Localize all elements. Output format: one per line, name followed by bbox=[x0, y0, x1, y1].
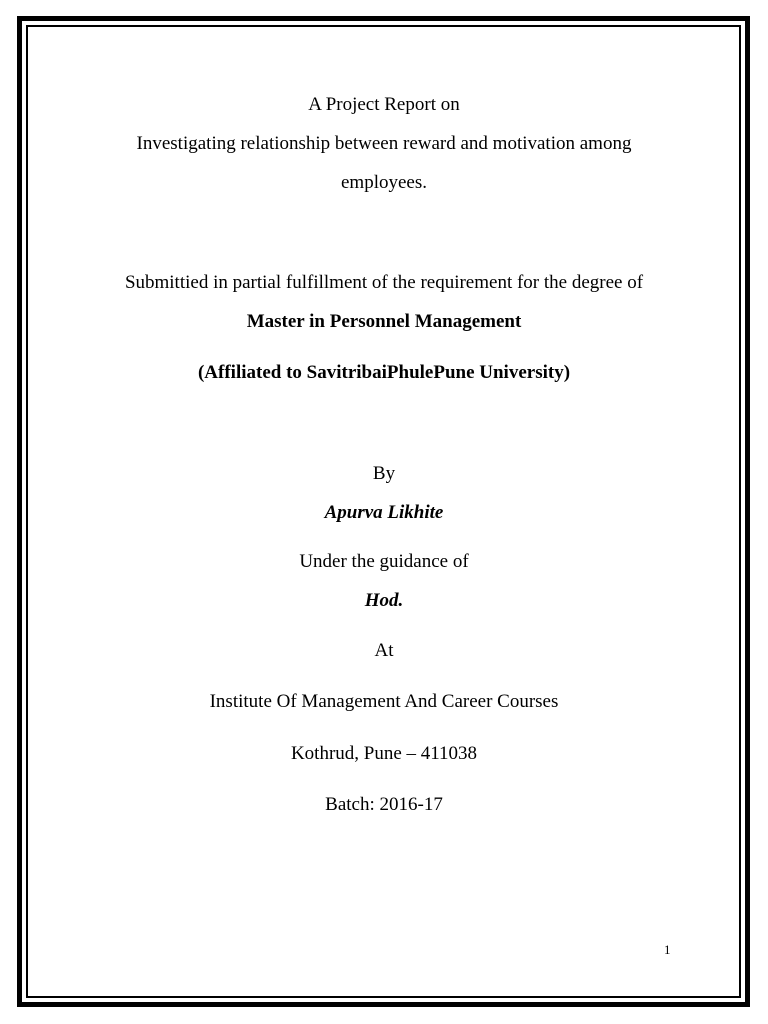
university-affiliation: (Affiliated to SavitribaiPhulePune University) bbox=[197, 362, 571, 383]
at-label: At bbox=[374, 640, 394, 661]
report-title-line-2: employees. bbox=[340, 172, 427, 193]
institute-address: Kothrud, Pune – 411038 bbox=[290, 743, 478, 764]
institute-name: Institute Of Management And Career Courses bbox=[209, 691, 559, 712]
report-title-line-1: Investigating relationship between reward and motivation among bbox=[136, 133, 632, 154]
page-number: 1 bbox=[664, 942, 671, 957]
guidance-label: Under the guidance of bbox=[299, 551, 469, 572]
submission-statement: Submittied in partial fulfillment of the requirement for the degree of bbox=[124, 272, 644, 293]
degree-name: Master in Personnel Management bbox=[246, 311, 522, 332]
author-name: Apurva Likhite bbox=[324, 502, 444, 523]
by-label: By bbox=[372, 463, 396, 484]
report-heading: A Project Report on bbox=[308, 94, 460, 115]
batch-year: Batch: 2016-17 bbox=[325, 794, 443, 815]
guide-name: Hod. bbox=[364, 590, 404, 611]
